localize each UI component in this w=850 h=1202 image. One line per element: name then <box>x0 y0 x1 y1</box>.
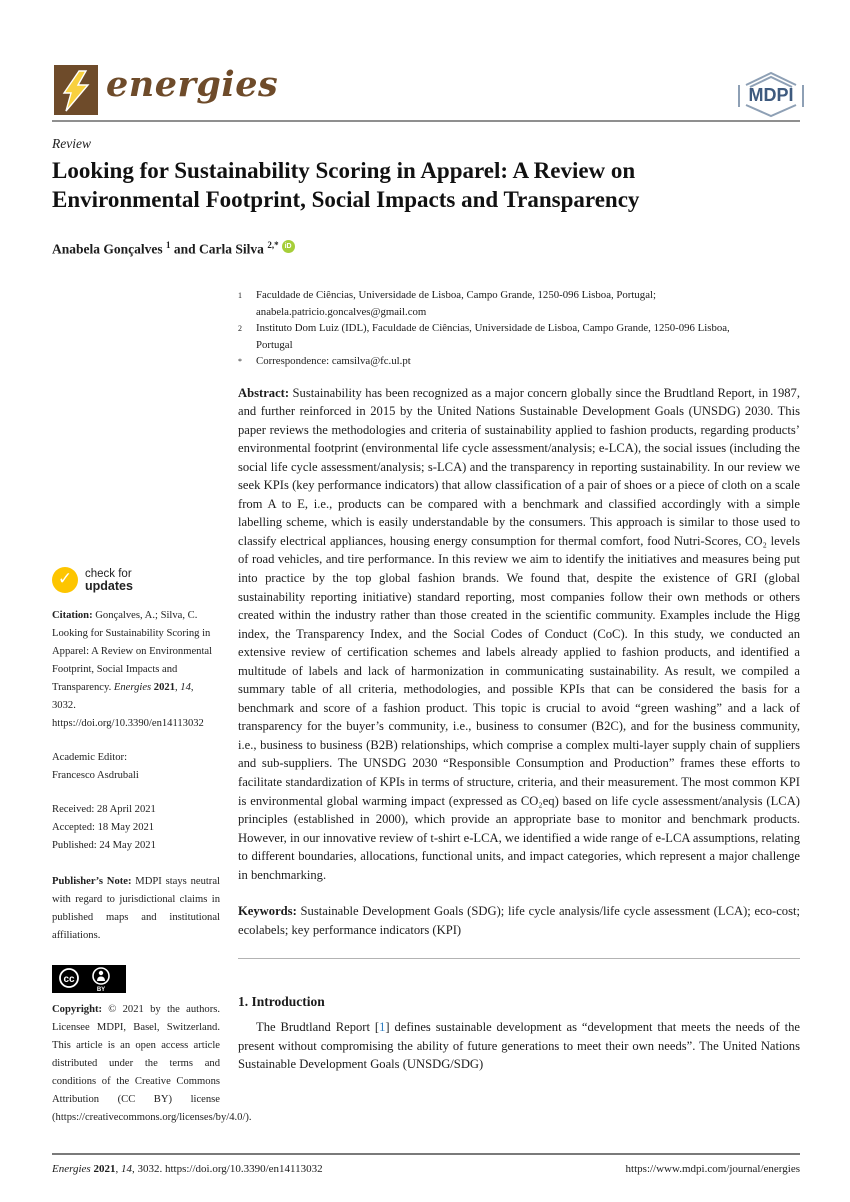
author-1-affiliation-mark: 1 <box>166 240 171 250</box>
check-for-updates-label <box>85 568 133 593</box>
footer-pages: , 3032. <box>131 1163 165 1175</box>
citation-label: Citation: <box>52 610 93 621</box>
citation-volume: 14 <box>180 682 191 693</box>
page-title: Looking for Sustainability Scoring in Apparel: A Review on Environmental Footprint, Social Impacts and Transparency <box>52 158 640 212</box>
author-2-affiliation-mark: 2,* <box>267 240 279 250</box>
abstract <box>238 384 800 885</box>
intro-text: ] defines sustainable development as “development that meets the needs of the present without compromising the ability of future generations to meet their own needs”. The United Nations Sustainable Development Goals (UNSDG/SDG) <box>238 1020 800 1072</box>
keywords-text: Sustainable Development Goals (SDG); life cycle analysis/life cycle assessment (LCA); eco-cost; ecolabels; key performance indicators (KPI) <box>238 904 800 937</box>
footer-citation <box>52 1163 323 1175</box>
article-type-label: Review <box>52 136 91 151</box>
author-line <box>52 240 295 258</box>
citation-pages: , 3032. <box>52 682 194 711</box>
keywords <box>238 902 800 939</box>
check-label-line2: updates <box>85 578 133 593</box>
lightning-icon <box>57 68 95 114</box>
citation-doi-link[interactable]: https://doi.org/10.3390/en14113032 <box>52 718 204 729</box>
check-for-updates-badge[interactable] <box>52 566 220 594</box>
orcid-icon[interactable]: iD <box>282 240 295 253</box>
cc-by-label: BY <box>96 987 106 993</box>
mdpi-frame-icon <box>736 70 806 118</box>
author-1: Anabela Gonçalves <box>52 241 163 257</box>
footer-volume: 14 <box>120 1163 132 1175</box>
mdpi-logo[interactable] <box>736 70 806 118</box>
copyright-text: © 2021 by the authors. Licensee MDPI, Basel, Switzerland. This article is an open access article distributed under the terms and conditions of the Creative Commons Attribution (CC BY) license (https://creativecommons.org/licenses/by/4.0/). <box>52 1004 252 1123</box>
correspondence-text[interactable]: Correspondence: camsilva@fc.ul.pt <box>256 355 411 367</box>
reference-1-link[interactable]: 1 <box>379 1020 386 1035</box>
affiliations-block <box>238 287 800 371</box>
affiliation-marker: 2 <box>238 324 242 333</box>
section-divider <box>238 958 800 959</box>
keywords-label: Keywords: <box>238 904 297 919</box>
energies-logo[interactable] <box>54 65 98 115</box>
citation-block <box>52 607 220 733</box>
main-column <box>238 287 800 1074</box>
published-date: Published: 24 May 2021 <box>52 840 156 851</box>
intro-text: The Brudtland Report [ <box>256 1020 380 1035</box>
affiliation-row <box>238 287 800 320</box>
footer-sep: , <box>115 1163 121 1175</box>
history-dates-block <box>52 801 220 855</box>
publisher-note-text: MDPI stays neutral with regard to jurisdictional claims in published maps and institutional affiliations. <box>52 876 220 941</box>
author-2: Carla Silva <box>199 241 264 257</box>
copyright-label: Copyright: <box>52 1004 103 1015</box>
publisher-note-label: Publisher’s Note: <box>52 876 132 887</box>
accepted-date: Accepted: 18 May 2021 <box>52 822 155 833</box>
mdpi-label: MDPI <box>748 85 794 105</box>
citation-sep: , <box>175 682 181 693</box>
footer-journal-name: Energies <box>52 1163 91 1175</box>
citation-year: 2021 <box>151 682 175 693</box>
citation-text: Gonçalves, A.; Silva, C. Looking for Sustainability Scoring in Apparel: A Review on Environmental Footprint, Social Impacts and Transparency. <box>52 610 213 693</box>
affiliation-text: Instituto Dom Luiz (IDL), Faculdade de Ciências, Universidade de Lisboa, Campo Grande, 1250-096 Lisboa, Portugal <box>256 322 730 351</box>
affiliation-marker: 1 <box>238 291 242 300</box>
author-separator: and <box>170 241 200 257</box>
sidebar <box>52 566 252 1127</box>
affiliation-row <box>238 320 800 353</box>
received-date: Received: 28 April 2021 <box>52 804 156 815</box>
affiliation-text: Faculdade de Ciências, Universidade de Lisboa, Campo Grande, 1250-096 Lisboa, Portugal; anabela.patricio.goncalves@gmail.com <box>256 289 656 318</box>
footer-doi-link[interactable]: https://doi.org/10.3390/en14113032 <box>164 1163 323 1175</box>
abstract-text: Sustainability has been recognized as a major concern globally since the Brudtland Report, in 1987, and further reinforced in 2015 by the United Nations Sustainable Development Goals (UNSDG) 2030. This paper reviews the methodologies and criteria of sustainability applied to fashion products, regarding products’ environmental footprint (environmental life cycle assessment/analysis; e-LCA), the social issues (including the social life cycle assessment/analysis; s-LCA) and the transparency in reporting sustainability. In our review we seek KPIs (key performance indicators) that allow classification of a pair of shoes or a piece of cloth on a scale from A to E, i.e., products can be compared with a benchmark and classified accordingly with a simple labelling scheme, which is easily understandable by the consumers. This approach is similar to those used to classify electrical appliances, housing energy consumption for thermal comfort, food Nutri-Scores, CO₂ levels of road vehicles, and tire performance. In this review we aim to identify the initiatives and measures being put into practice by the top global fashion brands. We found that, despite the existence of GRI (global sustainability reporting initiative) standard reporting, most companies follow their own methods or others created within the industry rather than those created in the scientific community. Examples include the Higg index, the Transparency Index, and the Social Codes of Conduct (CoC). In this study, we conducted an extensive review of certification schemes and labels already applied to fashion products, and identified a multitude of labels and lack of harmonization in communicating sustainability. As result, we compiled a summary table of all criteria, methodologies, and possible KPIs that can be considered the basis for a benchmark and score of a fashion product. This topic is crucial to avoid “green washing” and a lack of transparency for the buyer’s community, i.e., business to consumer (B2C), and for the business community, i.e., business to business (B2B) relationships, which comprise a complex multi-layer supply chain of suppliers and sub-suppliers. The UNSDG 2030 “Responsible Consumption and Production” frames these efforts to facilitate standardization of KPIs in terms of structure, criteria, and their measurement. The most common KPI is environmental global warming impact (expressed as CO₂eq) based on life cycle assessment/analysis (LCA) principles (established in 2000), which provide an appropriate base to monitor and benchmark products. However, in our innovative review of t-shirt e-LCA, we identified a wide range of e-LCA assumptions, relating to different boundaries, allocations, functional units, and impact categories, which represent a major challenge in benchmarking. <box>238 385 800 882</box>
affiliation-row <box>238 353 800 371</box>
footer <box>52 1163 800 1175</box>
header-divider <box>52 120 800 122</box>
journal-name: energies <box>106 64 279 105</box>
cc-by-license-badge[interactable] <box>52 965 126 993</box>
publisher-note <box>52 873 220 945</box>
footer-divider <box>52 1153 800 1155</box>
copyright-block <box>52 1001 252 1127</box>
affiliation-marker: * <box>238 357 242 366</box>
academic-editor-label: Academic Editor: <box>52 752 128 763</box>
introduction-paragraph <box>238 1018 800 1074</box>
citation-journal: Energies <box>113 682 152 693</box>
cc-label: cc <box>63 974 75 985</box>
section-heading-introduction: 1. Introduction <box>238 994 325 1010</box>
check-icon: ✓ <box>52 567 78 593</box>
academic-editor-block <box>52 749 220 785</box>
check-label-line1: check for <box>85 567 132 580</box>
abstract-label: Abstract: <box>238 385 290 400</box>
footer-journal-url[interactable]: https://www.mdpi.com/journal/energies <box>625 1163 800 1175</box>
footer-year: 2021 <box>90 1163 116 1175</box>
academic-editor-name: Francesco Asdrubali <box>52 770 139 781</box>
